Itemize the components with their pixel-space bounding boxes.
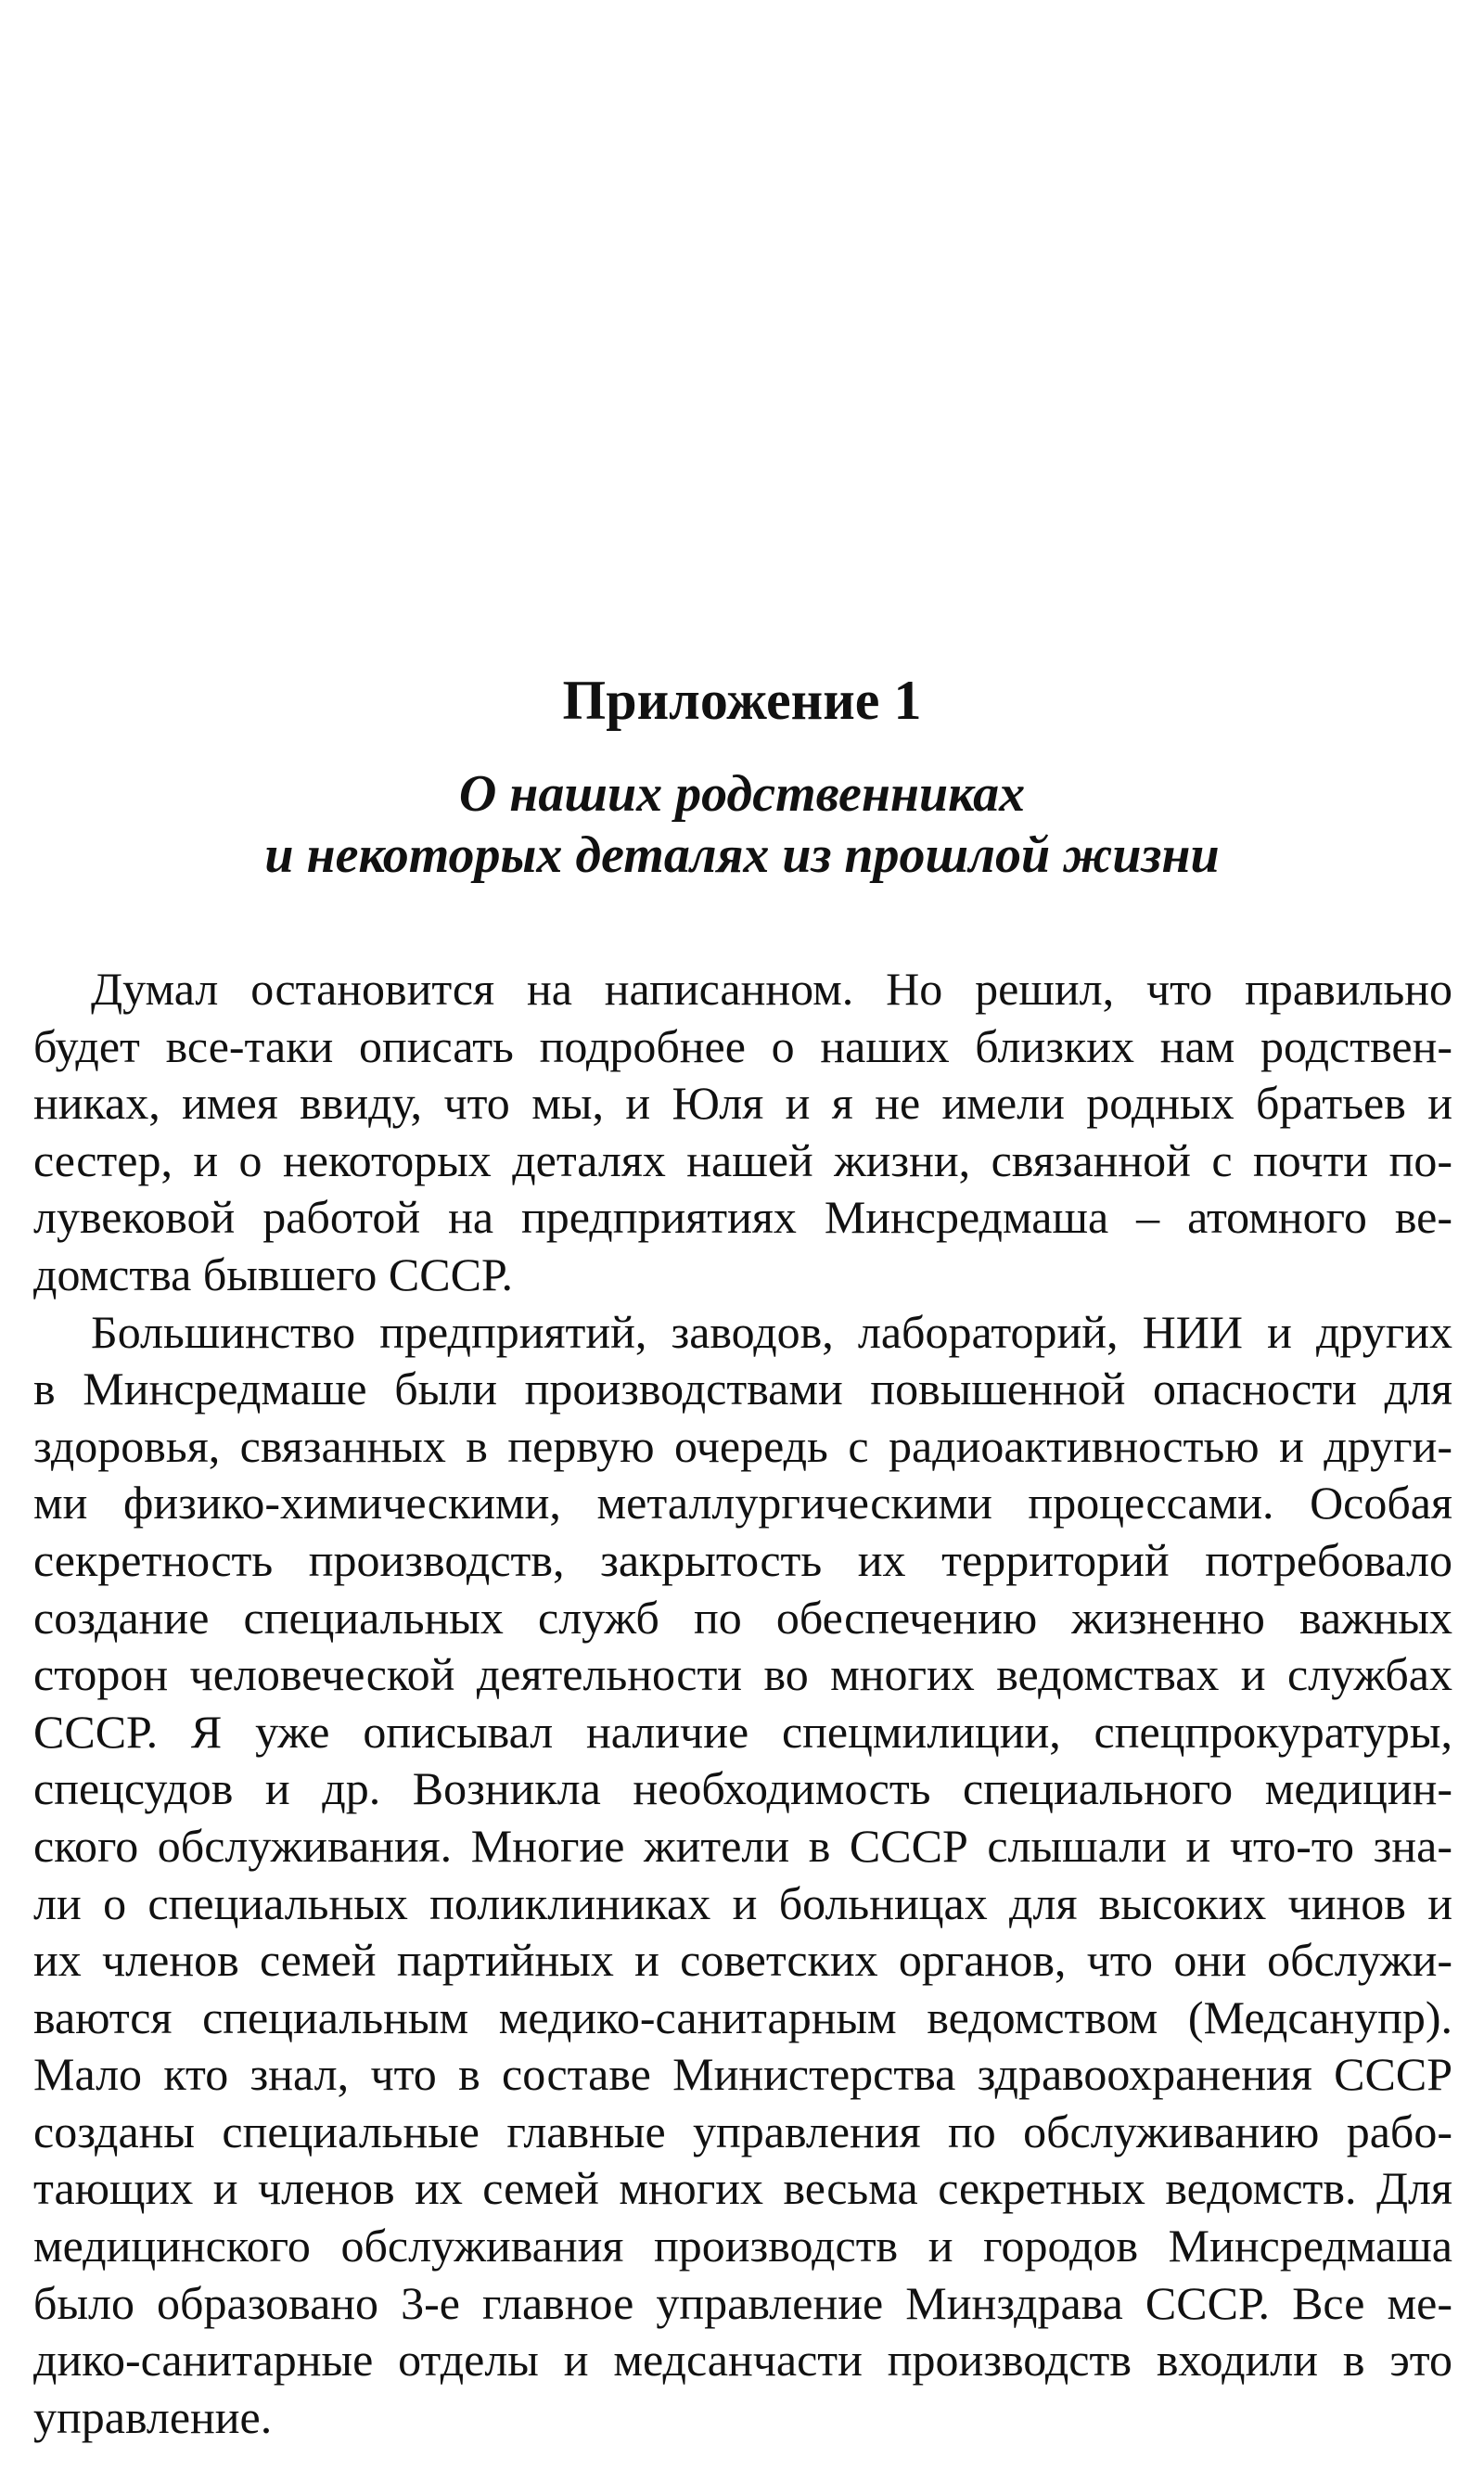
text-line: Большинство предприятий, заводов, лабораторий, НИИ и других <box>91 1305 1452 1358</box>
text-line: ли о специальных поликлиниках и больницах для высоких чинов и <box>33 1876 1452 1929</box>
subtitle-line: и некоторых деталях из прошлой жизни <box>264 826 1220 884</box>
subtitle-line: О наших родственниках <box>458 765 1026 823</box>
text-line: в Минсредмаше были производствами повышенной опасности для <box>33 1363 1452 1415</box>
text-line: сестер, и о некоторых деталях нашей жизни, связанной с почти по- <box>33 1133 1452 1186</box>
text-line: тающих и членов их семей многих весьма секретных ведомств. Для <box>33 2162 1452 2215</box>
appendix-title: Приложение 1 <box>562 670 922 731</box>
appendix-subtitle <box>0 763 1484 886</box>
text-line: спецсудов и др. Возникла необходимость специального медицин- <box>33 1762 1452 1815</box>
text-line: дико-санитарные отделы и медсанчасти производств входили в это <box>33 2334 1452 2387</box>
text-line: будет все-таки описать подробнее о наших близких нам родствен- <box>33 1019 1452 1072</box>
body-text <box>33 961 1452 2446</box>
text-line: Мало кто знал, что в составе Министерства здравоохранения СССР <box>33 2048 1452 2101</box>
text-line: лувековой работой на предприятиях Минсредмаша – атомного ве- <box>33 1191 1452 1244</box>
text-line: их членов семей партийных и советских органов, что они обслужи- <box>33 1934 1452 1987</box>
text-line: СССР. Я уже описывал наличие спецмилиции, спецпрокуратуры, <box>33 1705 1452 1758</box>
text-line: секретность производств, закрытость их территорий потребовало <box>33 1533 1452 1586</box>
text-line: управление. <box>33 2390 273 2443</box>
paragraph-2 <box>33 1304 1452 2447</box>
text-line: никах, имея ввиду, что мы, и Юля и я не имели родных братьев и <box>33 1077 1452 1130</box>
text-line: медицинского обслуживания производств и городов Минсредмаша <box>33 2220 1452 2272</box>
text-line: Думал остановится на написанном. Но решил, что правильно <box>91 963 1452 1015</box>
text-line: сторон человеческой деятельности во многих ведомствах и службах <box>33 1648 1452 1701</box>
text-line: домства бывшего СССР. <box>33 1248 514 1300</box>
text-line: создание специальных служб по обеспечению жизненно важных <box>33 1591 1452 1644</box>
text-line: было образовано 3-е главное управление Минздрава СССР. Все ме- <box>33 2276 1452 2329</box>
text-line: созданы специальные главные управления по обслуживанию рабо- <box>33 2105 1452 2157</box>
paragraph-1 <box>33 961 1452 1304</box>
text-line: здоровья, связанных в первую очередь с радиоактивностью и други- <box>33 1419 1452 1472</box>
text-line: ваются специальным медико-санитарным ведомством (Медсанупр). <box>33 1990 1452 2043</box>
text-line: ского обслуживания. Многие жители в СССР слышали и что-то зна- <box>33 1819 1452 1872</box>
text-line: ми физико-химическими, металлургическими процессами. Особая <box>33 1477 1452 1529</box>
